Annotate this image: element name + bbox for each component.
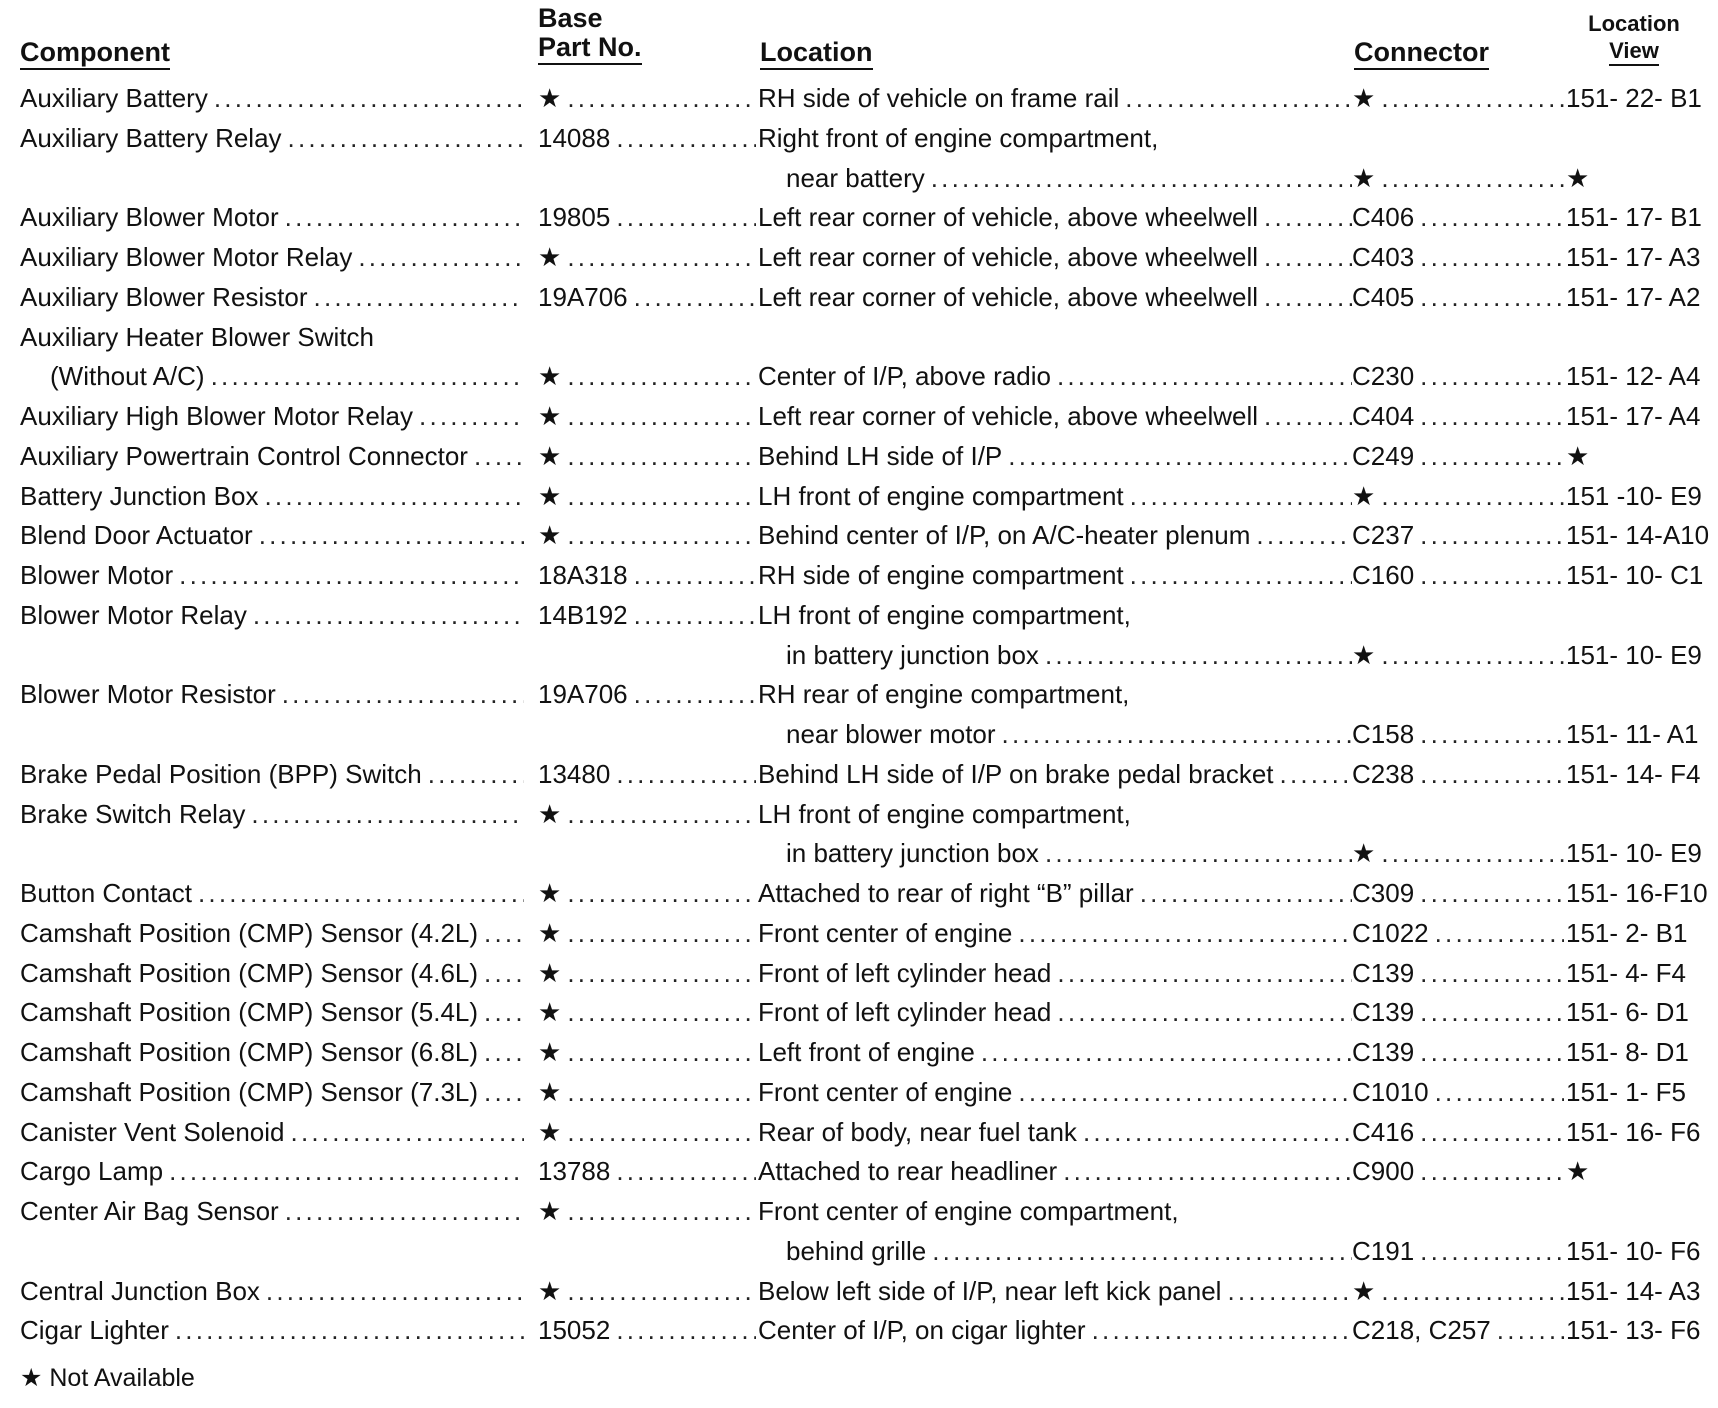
connector-cell: C218, C257 ..... [1352,1311,1564,1351]
part-number-cell: ★ ..... [538,795,756,835]
dot-leader [1264,198,1352,238]
location-cell: Behind LH side of I/P on brake pedal bracket ..... [758,755,1352,795]
component-cell: Camshaft Position (CMP) Sensor (5.4L) ..... [20,993,524,1033]
location-view-cell: 151- 16- F6 [1566,1116,1701,1147]
table-row [0,874,1718,914]
location-cell: Front center of engine compartment, [758,1196,1179,1226]
location-cell: Left rear corner of vehicle, above wheelwell ..... [758,198,1352,238]
dot-leader [1256,516,1352,556]
location-view-cell: 151- 14- A3 [1566,1275,1701,1306]
connector-cell: C404 ..... [1352,397,1564,437]
location-view-cell: 151- 14-A10 [1566,520,1710,551]
location-view-cell: 151- 2- B1 [1566,917,1688,948]
component-cell: Camshaft Position (CMP) Sensor (7.3L) ..... [20,1073,524,1113]
dot-leader [616,755,756,795]
location-cell: Front center of engine ..... [758,1073,1352,1113]
connector-cell: C309 ..... [1352,874,1564,914]
dot-leader [567,1113,756,1153]
connector-cell: C900 ..... [1352,1152,1564,1192]
location-cell: Attached to rear headliner ..... [758,1152,1352,1192]
table-row [0,437,1718,477]
dot-leader [1381,834,1564,874]
table-row [0,397,1718,437]
connector-cell: C158 ..... [1352,715,1564,755]
location-cell: near battery ..... [758,159,1352,199]
component-cell: Brake Switch Relay ..... [20,795,524,835]
location-cell: Left front of engine ..... [758,1033,1352,1073]
location-cell: RH rear of engine compartment, [758,679,1130,710]
location-view-cell: 151- 6- D1 [1566,997,1689,1028]
table-row [0,675,1718,715]
connector-cell: ★ ..... [1352,79,1564,119]
table-row [0,1311,1718,1351]
location-cell: Below left side of I/P, near left kick panel ..... [758,1272,1352,1312]
dot-leader [1083,1113,1352,1153]
component-cell: Blend Door Actuator ..... [20,516,524,556]
connector-cell: C139 ..... [1352,993,1564,1033]
location-view-cell: ★ [1566,162,1590,193]
connector-cell: C191 ..... [1352,1232,1564,1272]
dot-leader [1435,914,1564,954]
table-row [0,834,1718,874]
table-row [0,198,1718,238]
part-number-cell: 14B192 ..... [538,596,756,636]
dot-leader [214,79,524,119]
table-row [0,79,1718,119]
location-cell: Center of I/P, above radio ..... [758,357,1352,397]
table-row [0,238,1718,278]
dot-leader [285,198,524,238]
connector-cell: C139 ..... [1352,954,1564,994]
location-cell: RH side of engine compartment ..... [758,556,1352,596]
dot-leader [264,477,524,517]
dot-leader [567,357,756,397]
connector-cell: C160 ..... [1352,556,1564,596]
table-row [0,1113,1718,1153]
dot-leader [285,1192,524,1232]
dot-leader [1057,993,1352,1033]
dot-leader [1420,357,1564,397]
connector-cell: C1022 ..... [1352,914,1564,954]
component-cell: Auxiliary Battery Relay ..... [20,119,524,159]
component-cell: Auxiliary Blower Resistor ..... [20,278,524,318]
part-number-cell: 14088 ..... [538,119,756,159]
dot-leader [931,159,1352,199]
dot-leader [175,1311,524,1351]
dot-leader [1420,437,1564,477]
part-number-cell: ★ ..... [538,954,756,994]
location-view-cell: 151- 11- A1 [1566,719,1699,749]
table-row [0,1272,1718,1312]
component-cell: Canister Vent Solenoid ..... [20,1113,524,1153]
table-row [0,318,1718,358]
location-cell: Left rear corner of vehicle, above wheelwell ..... [758,397,1352,437]
table-header [0,0,1718,84]
location-view-cell: 151- 22- B1 [1566,83,1702,113]
location-view-cell: 151- 10- E9 [1566,838,1702,869]
dot-leader [1227,1272,1352,1312]
dot-leader [484,1073,524,1113]
location-view-cell: 151- 17- A2 [1566,281,1701,312]
part-number-cell: ★ ..... [538,477,756,517]
dot-leader [1420,198,1564,238]
location-cell: RH side of vehicle on frame rail ..... [758,79,1352,119]
location-view-cell: ★ [1566,1156,1590,1187]
connector-cell: C416 ..... [1352,1113,1564,1153]
part-number-cell: ★ ..... [538,516,756,556]
part-number-cell: ★ ..... [538,1113,756,1153]
component-cell: Auxiliary Battery ..... [20,79,524,119]
connector-cell: C405 ..... [1352,278,1564,318]
connector-cell: C238 ..... [1352,755,1564,795]
component-cell: (Without A/C) ..... [20,357,524,397]
part-number-cell: ★ ..... [538,1272,756,1312]
table-row [0,1073,1718,1113]
table-row [0,715,1718,755]
location-cell: in battery junction box ..... [758,636,1352,676]
dot-leader [1063,1152,1352,1192]
connector-cell: C139 ..... [1352,1033,1564,1073]
component-cell: Camshaft Position (CMP) Sensor (6.8L) ..... [20,1033,524,1073]
part-number-cell: 19805 ..... [538,198,756,238]
part-number-cell: 19A706 ..... [538,675,756,715]
dot-leader [1420,1113,1564,1153]
table-row [0,119,1718,159]
dot-leader [616,1311,756,1351]
connector-cell: ★ ..... [1352,636,1564,676]
table-row [0,1152,1718,1192]
dot-leader [211,357,524,397]
dot-leader [567,397,756,437]
part-number-cell: ★ ..... [538,874,756,914]
component-cell: Button Contact ..... [20,874,524,914]
dot-leader [1497,1311,1564,1351]
dot-leader [169,1152,524,1192]
location-view-cell: 151- 17- A3 [1566,242,1701,272]
dot-leader [932,1232,1352,1272]
part-number-cell: ★ ..... [538,1033,756,1073]
dot-leader [1420,1152,1564,1192]
dot-leader [266,1272,524,1312]
component-cell: Center Air Bag Sensor ..... [20,1192,524,1232]
dot-leader [567,795,756,835]
dot-leader [1018,914,1352,954]
dot-leader [1381,477,1564,517]
dot-leader [419,397,524,437]
location-cell: Behind center of I/P, on A/C-heater plenum ..... [758,516,1352,556]
dot-leader [1420,715,1564,755]
component-cell: Auxiliary High Blower Motor Relay ..... [20,397,524,437]
dot-leader [1381,159,1564,199]
location-cell: Left rear corner of vehicle, above wheelwell ..... [758,238,1352,278]
table-row [0,1192,1718,1232]
location-view-cell: 151- 10- F6 [1566,1235,1701,1266]
connector-cell: C237 ..... [1352,516,1564,556]
header-location: Location [760,38,873,70]
part-number-cell: 19A706 ..... [538,278,756,318]
location-cell: behind grille ..... [758,1232,1352,1272]
dot-leader [1130,556,1352,596]
dot-leader [1420,755,1564,795]
location-view-cell: 151- 8- D1 [1566,1037,1689,1067]
part-number-cell: 18A318 ..... [538,556,756,596]
part-number-cell: ★ ..... [538,397,756,437]
dot-leader [1264,278,1352,318]
component-cell: Auxiliary Heater Blower Switch [20,321,375,352]
location-view-cell: 151- 13- F6 [1566,1315,1701,1346]
dot-leader [1018,1073,1352,1113]
dot-leader [484,954,524,994]
dot-leader [1140,874,1352,914]
location-cell: in battery junction box ..... [758,834,1352,874]
dot-leader [1092,1311,1352,1351]
connector-cell: C230 ..... [1352,357,1564,397]
location-view-cell: 151- 10- C1 [1566,560,1704,590]
dot-leader [314,278,524,318]
location-view-cell: 151 -10- E9 [1566,480,1702,511]
dot-leader [1381,636,1564,676]
dot-leader [179,556,524,596]
component-cell: Camshaft Position (CMP) Sensor (4.2L) ..... [20,914,524,954]
location-cell: LH front of engine compartment, [758,599,1131,630]
dot-leader [634,278,756,318]
dot-leader [567,516,756,556]
header-component: Component [20,38,170,70]
dot-leader [567,993,756,1033]
dot-leader [1264,397,1352,437]
header-location-view: Location View [1570,10,1698,66]
location-view-cell: 151- 1- F5 [1566,1076,1686,1107]
dot-leader [567,1033,756,1073]
component-cell: Brake Pedal Position (BPP) Switch ..... [20,755,524,795]
table-row [0,755,1718,795]
part-number-cell: ★ ..... [538,238,756,278]
dot-leader [567,914,756,954]
connector-cell: ★ ..... [1352,1272,1564,1312]
location-view-cell: 151- 12- A4 [1566,361,1701,392]
table-row [0,1232,1718,1272]
table-row [0,278,1718,318]
connector-cell: ★ ..... [1352,159,1564,199]
location-view-cell: 151- 16-F10 [1566,878,1708,908]
table-row [0,596,1718,636]
dot-leader [1435,1073,1564,1113]
location-cell: Center of I/P, on cigar lighter ..... [758,1311,1352,1351]
location-cell: near blower motor ..... [758,715,1352,755]
dot-leader [1420,1033,1564,1073]
dot-leader [251,795,524,835]
table-row [0,636,1718,676]
dot-leader [1045,636,1352,676]
part-number-cell: 13480 ..... [538,755,756,795]
dot-leader [358,238,524,278]
dot-leader [567,1073,756,1113]
connector-cell: C406 ..... [1352,198,1564,238]
footnote: ★ Not Available [20,1364,195,1392]
part-number-cell: ★ ..... [538,1192,756,1232]
dot-leader [428,755,524,795]
part-number-cell: ★ ..... [538,437,756,477]
table-row [0,914,1718,954]
dot-leader [1002,715,1352,755]
dot-leader [1130,477,1352,517]
dot-leader [291,1113,524,1153]
dot-leader [567,1272,756,1312]
header-connector: Connector [1354,38,1489,70]
location-cell: LH front of engine compartment, [758,798,1131,829]
location-view-cell: 151- 17- A4 [1566,401,1701,431]
part-number-cell: ★ ..... [538,79,756,119]
dot-leader [981,1033,1352,1073]
dot-leader [1420,278,1564,318]
dot-leader [1264,238,1352,278]
dot-leader [259,516,524,556]
table-row [0,516,1718,556]
location-cell: Behind LH side of I/P ..... [758,437,1352,477]
component-cell: Auxiliary Blower Motor ..... [20,198,524,238]
part-number-cell: ★ ..... [538,1073,756,1113]
component-cell: Cigar Lighter ..... [20,1311,524,1351]
table-row [0,159,1718,199]
dot-leader [1420,874,1564,914]
component-cell: Blower Motor Resistor ..... [20,675,524,715]
table-row [0,357,1718,397]
location-view-cell: 151- 17- B1 [1566,202,1702,233]
location-cell: Left rear corner of vehicle, above wheelwell ..... [758,278,1352,318]
location-cell: Front of left cylinder head ..... [758,993,1352,1033]
component-cell: Battery Junction Box ..... [20,477,524,517]
part-number-cell: ★ ..... [538,357,756,397]
dot-leader [288,119,524,159]
connector-cell: C1010 ..... [1352,1073,1564,1113]
location-cell: Front of left cylinder head ..... [758,954,1352,994]
dot-leader [474,437,524,477]
part-number-cell: 13788 ..... [538,1152,756,1192]
component-cell: Blower Motor ..... [20,556,524,596]
component-cell: Cargo Lamp ..... [20,1152,524,1192]
location-cell: LH front of engine compartment ..... [758,477,1352,517]
part-number-cell: ★ ..... [538,993,756,1033]
dot-leader [616,198,756,238]
table-row [0,993,1718,1033]
dot-leader [634,556,756,596]
location-cell: Front center of engine ..... [758,914,1352,954]
table-row [0,1033,1718,1073]
dot-leader [1420,397,1564,437]
location-view-cell: 151- 10- E9 [1566,639,1702,670]
dot-leader [567,238,756,278]
location-view-cell: ★ [1566,440,1590,471]
dot-leader [567,79,756,119]
dot-leader [1381,1272,1564,1312]
dot-leader [484,914,524,954]
component-cell: Blower Motor Relay ..... [20,596,524,636]
header-base-part-no: Base Part No. [538,4,642,65]
dot-leader [1420,954,1564,994]
dot-leader [1280,755,1352,795]
dot-leader [1057,954,1352,994]
location-cell: Right front of engine compartment, [758,122,1159,153]
connector-cell: C249 ..... [1352,437,1564,477]
dot-leader [616,119,756,159]
dot-leader [567,437,756,477]
component-cell: Auxiliary Blower Motor Relay ..... [20,238,524,278]
component-cell: Auxiliary Powertrain Control Connector ..... [20,437,524,477]
dot-leader [1420,516,1564,556]
table-body [0,79,1718,1351]
dot-leader [1008,437,1352,477]
dot-leader [1125,79,1352,119]
dot-leader [1420,238,1564,278]
dot-leader [1045,834,1352,874]
part-number-cell: 15052 ..... [538,1311,756,1351]
part-number-cell: ★ ..... [538,914,756,954]
dot-leader [484,993,524,1033]
dot-leader [1381,79,1564,119]
location-cell: Attached to rear of right “B” pillar ..... [758,874,1352,914]
component-cell: Central Junction Box ..... [20,1272,524,1312]
connector-cell: ★ ..... [1352,834,1564,874]
dot-leader [282,675,524,715]
dot-leader [1057,357,1352,397]
dot-leader [634,596,756,636]
table-row [0,477,1718,517]
table-row [0,795,1718,835]
table-row [0,954,1718,994]
dot-leader [567,954,756,994]
dot-leader [253,596,524,636]
dot-leader [567,874,756,914]
dot-leader [634,675,756,715]
dot-leader [567,477,756,517]
location-cell: Rear of body, near fuel tank ..... [758,1113,1352,1153]
component-cell: Camshaft Position (CMP) Sensor (4.6L) ..... [20,954,524,994]
table-row [0,556,1718,596]
connector-cell: C403 ..... [1352,238,1564,278]
dot-leader [198,874,524,914]
dot-leader [1420,1232,1564,1272]
dot-leader [1420,556,1564,596]
dot-leader [1420,993,1564,1033]
location-view-cell: 151- 4- F4 [1566,957,1686,988]
location-view-cell: 151- 14- F4 [1566,758,1701,789]
connector-cell: ★ ..... [1352,477,1564,517]
dot-leader [567,1192,756,1232]
dot-leader [484,1033,524,1073]
dot-leader [616,1152,756,1192]
